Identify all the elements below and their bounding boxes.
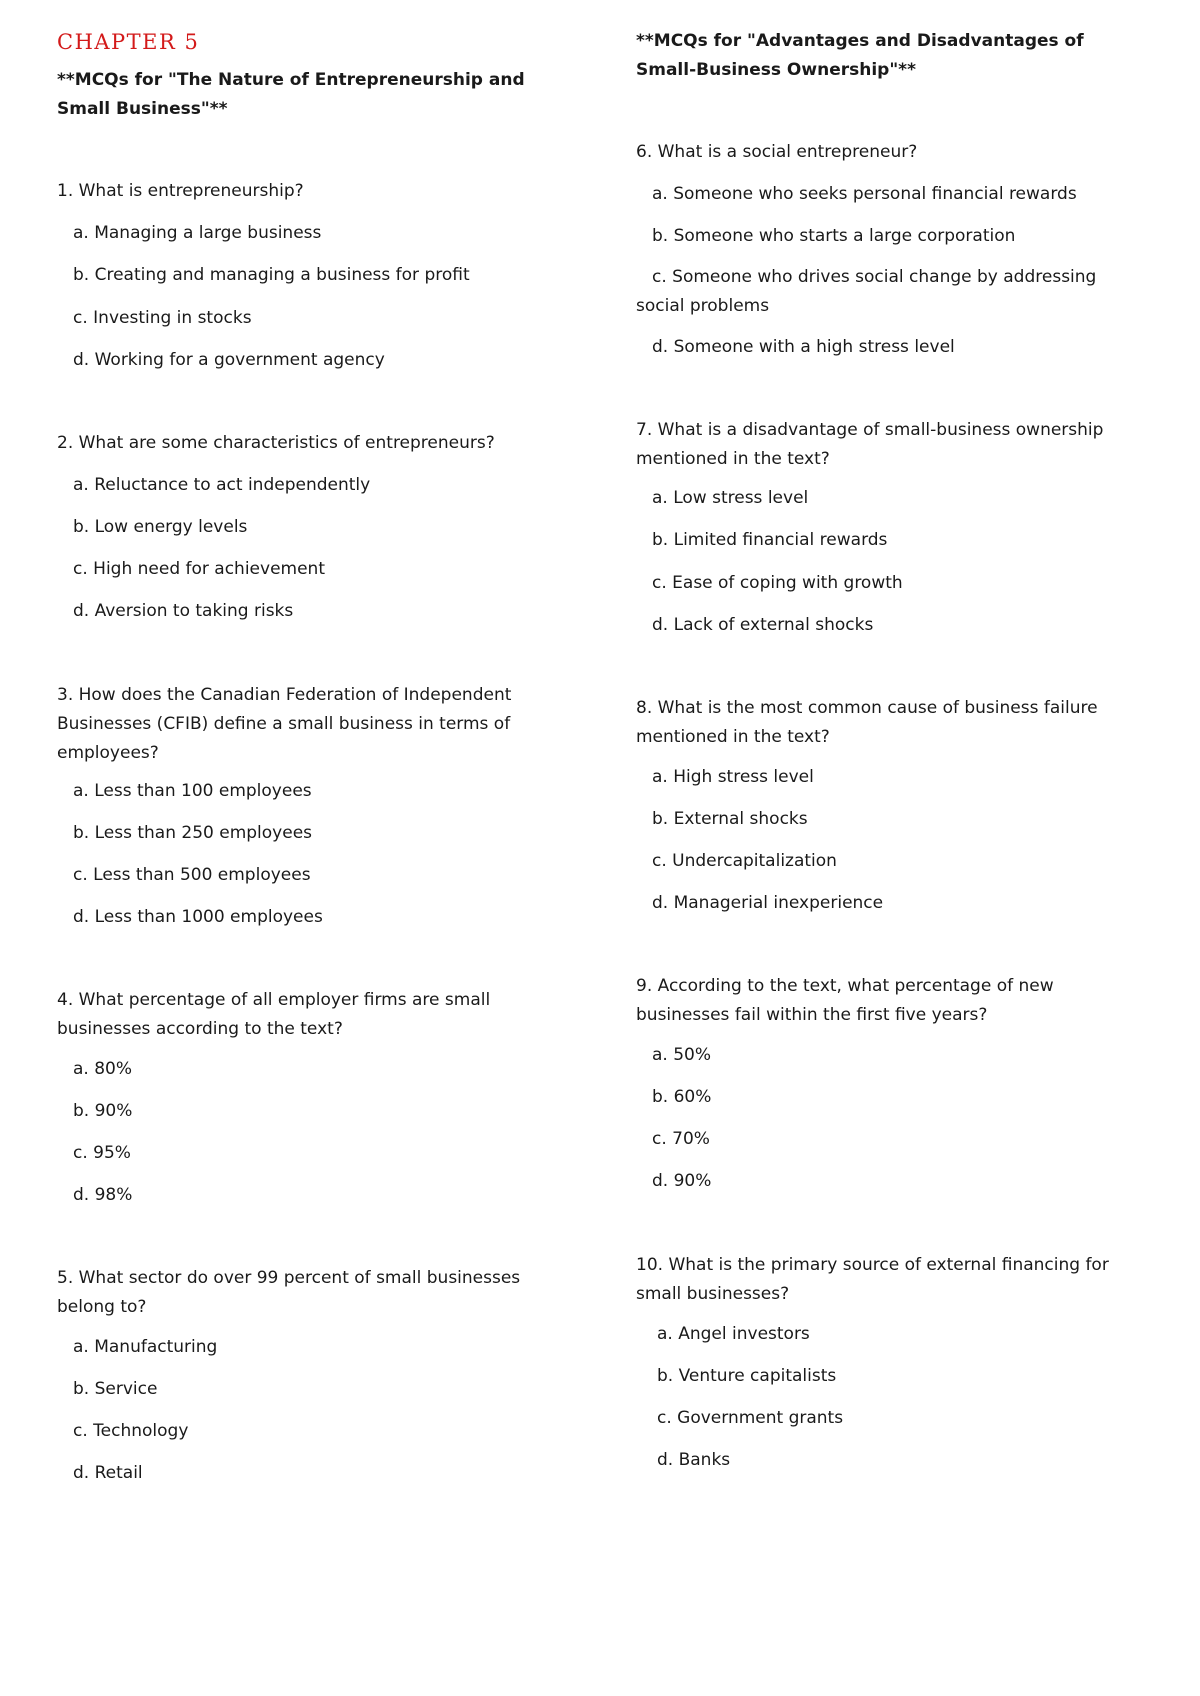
- answer-option: c. Government grants: [657, 1408, 844, 1428]
- answer-option: b. Limited financial rewards: [652, 530, 888, 550]
- answer-option: c. Less than 500 employees: [73, 865, 311, 885]
- question-text: 8. What is the most common cause of business failure mentioned in the text?: [636, 698, 1098, 747]
- section-heading: **MCQs for "Advantages and Disadvantages of Small-Business Ownership"**: [636, 31, 1084, 80]
- answer-option: c. Ease of coping with growth: [652, 573, 903, 593]
- answer-option: c. Technology: [73, 1421, 189, 1441]
- answer-option: b. Venture capitalists: [657, 1366, 837, 1386]
- question-text: 5. What sector do over 99 percent of small businesses belong to?: [57, 1268, 521, 1317]
- question-text: 1. What is entrepreneurship?: [57, 181, 304, 201]
- answer-option: a. Reluctance to act independently: [73, 475, 371, 495]
- answer-option: b. Creating and managing a business for profit: [73, 265, 470, 285]
- answer-option: b. External shocks: [652, 809, 808, 829]
- answer-option: a. Someone who seeks personal financial rewards: [652, 184, 1077, 204]
- answer-option: b. Someone who starts a large corporation: [652, 226, 1016, 246]
- answer-option: d. Managerial inexperience: [652, 893, 884, 913]
- answer-option: d. Lack of external shocks: [652, 615, 874, 635]
- answer-option: b. 60%: [652, 1087, 712, 1107]
- answer-option: a. 50%: [652, 1045, 712, 1065]
- answer-option: b. Low energy levels: [73, 517, 248, 537]
- question-text: 9. According to the text, what percentage of new businesses fail within the first five years?: [636, 976, 1054, 1025]
- answer-option: c. 95%: [73, 1143, 131, 1163]
- answer-option: c. Investing in stocks: [73, 308, 252, 328]
- answer-option: b. Less than 250 employees: [73, 823, 313, 843]
- answer-option: d. Working for a government agency: [73, 350, 385, 370]
- answer-option-text: c. Someone who drives social change by addressing social problems: [636, 267, 1097, 316]
- section-heading: **MCQs for "The Nature of Entrepreneurship and Small Business"**: [57, 70, 525, 119]
- answer-option: b. Service: [73, 1379, 158, 1399]
- answer-option: d. 98%: [73, 1185, 133, 1205]
- answer-option: [636, 263, 1136, 321]
- answer-option: d. 90%: [652, 1171, 712, 1191]
- answer-option: c. High need for achievement: [73, 559, 325, 579]
- answer-option: a. Manufacturing: [73, 1337, 218, 1357]
- answer-option: a. Less than 100 employees: [73, 781, 312, 801]
- answer-option: c. Undercapitalization: [652, 851, 837, 871]
- chapter-title: CHAPTER 5: [57, 30, 200, 54]
- answer-option: a. 80%: [73, 1059, 133, 1079]
- answer-option: a. High stress level: [652, 767, 814, 787]
- question-text: 3. How does the Canadian Federation of Independent Businesses (CFIB) define a small business in terms of employees?: [57, 685, 512, 763]
- answer-option: d. Banks: [657, 1450, 731, 1470]
- answer-option: d. Someone with a high stress level: [652, 337, 955, 357]
- answer-option: d. Retail: [73, 1463, 143, 1483]
- question-text: 4. What percentage of all employer firms are small businesses according to the text?: [57, 990, 491, 1039]
- question-text: 7. What is a disadvantage of small-business ownership mentioned in the text?: [636, 420, 1104, 469]
- answer-option: b. 90%: [73, 1101, 133, 1121]
- question-text: 6. What is a social entrepreneur?: [636, 142, 918, 162]
- answer-option: d. Aversion to taking risks: [73, 601, 294, 621]
- answer-option: d. Less than 1000 employees: [73, 907, 323, 927]
- answer-option: a. Managing a large business: [73, 223, 322, 243]
- answer-option: c. 70%: [652, 1129, 710, 1149]
- answer-option: a. Angel investors: [657, 1324, 810, 1344]
- question-text: 10. What is the primary source of external financing for small businesses?: [636, 1255, 1109, 1304]
- question-text: 2. What are some characteristics of entrepreneurs?: [57, 433, 495, 453]
- answer-option: a. Low stress level: [652, 488, 809, 508]
